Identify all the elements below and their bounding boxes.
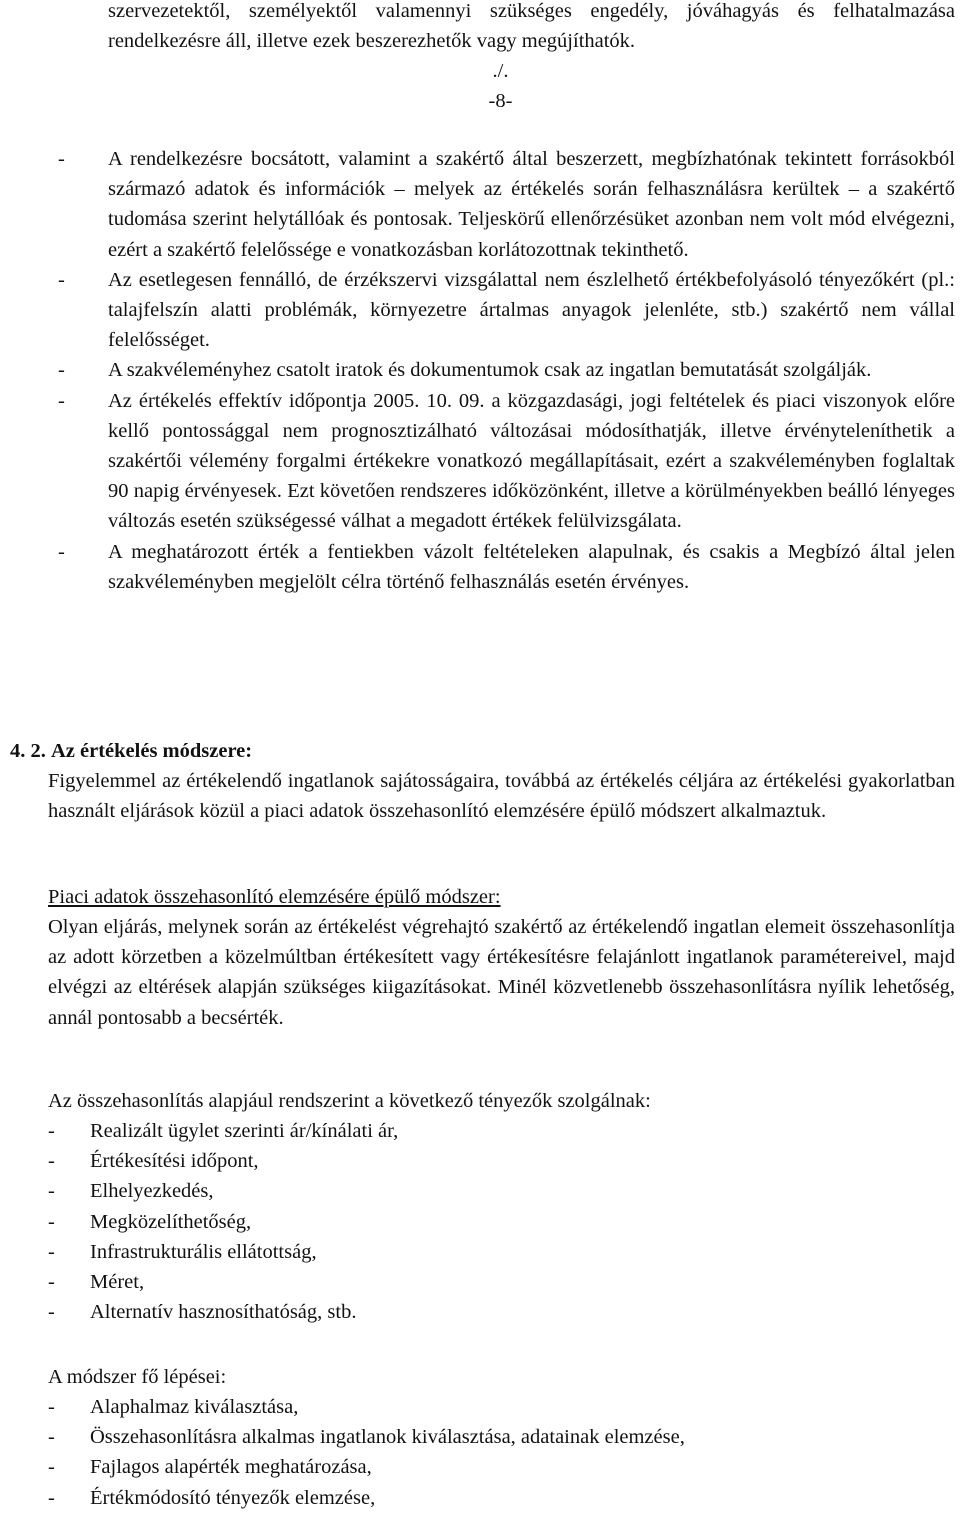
list-item-text: A meghatározott érték a fentiekben vázolt feltételeken alapulnak, és csakis a Megbízó által jelen szakvéleményben megjelölt célra történő felhasználás esetén érvényes. bbox=[108, 540, 955, 593]
dash-bullet: - bbox=[48, 1456, 55, 1479]
dash-bullet: - bbox=[48, 1120, 55, 1142]
section-number: 4. 2. bbox=[10, 740, 46, 762]
list-item bbox=[48, 144, 955, 265]
list-item bbox=[48, 1297, 955, 1327]
list-item bbox=[48, 1392, 955, 1422]
continuation-mark: ./. bbox=[492, 60, 509, 82]
dash-bullet: - bbox=[48, 1180, 55, 1203]
list-item bbox=[48, 386, 955, 537]
list-item-text: A szakvéleményhez csatolt iratok és dokumentumok csak az ingatlan bemutatását szolgálják. bbox=[108, 359, 872, 382]
list-item bbox=[48, 1116, 955, 1146]
list-item bbox=[48, 265, 955, 356]
dash-bullet: - bbox=[58, 359, 65, 382]
factors-list bbox=[48, 1116, 955, 1327]
method-heading: Piaci adatok összehasonlító elemzésére épülő módszer: bbox=[48, 886, 501, 908]
dash-bullet: - bbox=[48, 1240, 55, 1263]
steps-intro: A módszer fő lépései: bbox=[48, 1366, 227, 1388]
list-item-text: Elhelyezkedés, bbox=[90, 1180, 214, 1203]
list-item-text: Méret, bbox=[90, 1271, 145, 1294]
list-item-text: Infrastrukturális ellátottság, bbox=[90, 1240, 317, 1263]
page-number: -8- bbox=[488, 90, 513, 112]
section-intro-paragraph: Figyelemmel az értékelendő ingatlanok sajátosságaira, továbbá az értékelés céljára az értékelési gyakorlatban használt eljárások közül a piaci adatok összehasonlító elemzésére épülő módszert alkalmaztuk. bbox=[48, 770, 955, 823]
section-heading bbox=[10, 736, 950, 766]
dash-bullet: - bbox=[48, 1210, 55, 1233]
list-item-text: Alternatív hasznosíthatóság, stb. bbox=[90, 1301, 357, 1324]
list-item bbox=[48, 1207, 955, 1237]
list-item-text: Értékmódosító tényezők elemzése, bbox=[90, 1486, 376, 1509]
steps-list bbox=[48, 1392, 955, 1513]
assumptions-list bbox=[48, 144, 955, 597]
list-item bbox=[48, 1146, 955, 1176]
list-item bbox=[48, 1176, 955, 1206]
dash-bullet: - bbox=[48, 1396, 55, 1418]
dash-bullet: - bbox=[58, 389, 65, 412]
list-item-text: Értékesítési időpont, bbox=[90, 1150, 259, 1173]
list-item bbox=[48, 1452, 955, 1482]
list-item bbox=[48, 537, 955, 597]
list-item bbox=[48, 355, 955, 385]
dash-bullet: - bbox=[48, 1301, 55, 1324]
list-item-text: A rendelkezésre bocsátott, valamint a szakértő által beszerzett, megbízhatónak tekintett forrásokból származó adatok és információk – melyek az értékelés során felhasználásra kerültek – a szakértő tudomása szerint helytállóak és pontosak. Teljeskörű ellenőrzésüket azonban nem volt mód elvégezni, ezért a szakértő felelőssége e vonatkozásban korlátozottnak tekinthető. bbox=[108, 148, 955, 261]
list-item-text: Realizált ügylet szerinti ár/kínálati ár, bbox=[90, 1120, 399, 1142]
dash-bullet: - bbox=[48, 1150, 55, 1173]
list-item-text: Fajlagos alapérték meghatározása, bbox=[90, 1456, 372, 1479]
list-item-text: Megközelíthetőség, bbox=[90, 1210, 252, 1233]
method-description: Olyan eljárás, melynek során az értékelést végrehajtó szakértő az értékelendő ingatlan elemeit összehasonlítja az adott körzetben a közelmúltban értékesített vagy értékesítésre felajánlott ingatlanok paramétereivel, majd elvégzi az eltérések alapján szükséges kiigazításokat. Minél közvetlenebb összehasonlításra nyílik lehetőség, annál pontosabb a becsérték. bbox=[48, 916, 955, 1029]
continuation-paragraph: szervezetektől, személyektől valamennyi szükséges engedély, jóváhagyás és felhatalmazása rendelkezésre áll, illetve ezek beszerezhetők vagy megújíthatók. bbox=[108, 0, 955, 53]
list-item bbox=[48, 1267, 955, 1297]
dash-bullet: - bbox=[48, 1271, 55, 1294]
dash-bullet: - bbox=[58, 268, 65, 291]
list-item bbox=[48, 1237, 955, 1267]
dash-bullet: - bbox=[58, 540, 65, 563]
section-title: Az értékelés módszere: bbox=[51, 740, 253, 762]
list-item-text: Alaphalmaz kiválasztása, bbox=[90, 1396, 299, 1418]
list-item-text: Az értékelés effektív időpontja 2005. 10. 09. a közgazdasági, jogi feltételek és piaci viszonyok előre kellő pontossággal nem prognosztizálható változásai módosíthatják, illetve érvényteleníthetik a szakértői vélemény forgalmi értékekre vonatkozó megállapításait, ezért a szakvéleményben foglaltak 90 napig érvényesek. Ezt követően rendszeres időközönként, illetve a körülményekben beálló lényeges változás esetén szükségessé válhat a megadott értékek felülvizsgálata. bbox=[108, 389, 955, 533]
dash-bullet: - bbox=[48, 1486, 55, 1509]
list-item bbox=[48, 1422, 955, 1452]
dash-bullet: - bbox=[58, 148, 65, 170]
factors-intro: Az összehasonlítás alapjául rendszerint a következő tényezők szolgálnak: bbox=[48, 1090, 651, 1112]
list-item bbox=[48, 1483, 955, 1513]
list-item-text: Az esetlegesen fennálló, de érzékszervi vizsgálattal nem észlelhető értékbefolyásoló tényezőkért (pl.: talajfelszín alatti problémák, környezetre ártalmas anyagok jelenléte, stb.) szakértő nem vállal felelősséget. bbox=[108, 268, 955, 352]
list-item-text: Összehasonlításra alkalmas ingatlanok kiválasztása, adatainak elemzése, bbox=[90, 1426, 685, 1449]
dash-bullet: - bbox=[48, 1426, 55, 1449]
